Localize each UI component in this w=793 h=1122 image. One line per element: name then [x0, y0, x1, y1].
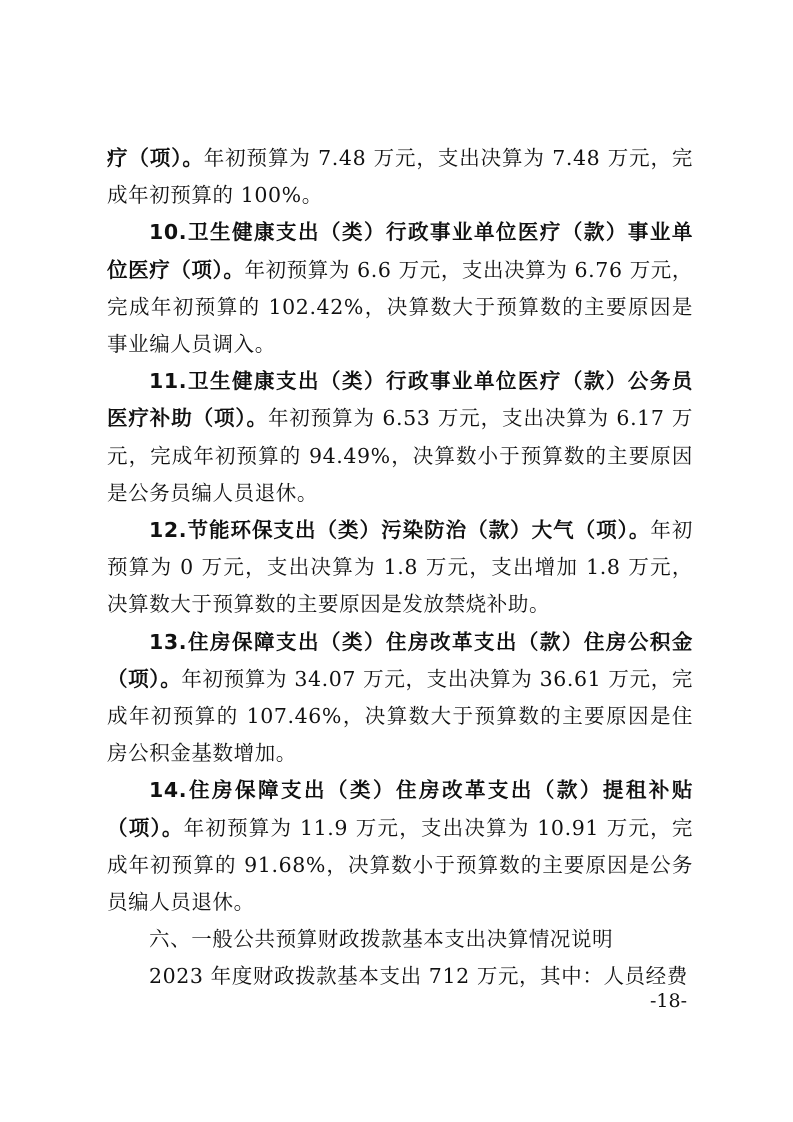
item-heading: 14.住房保障支出（类）住房改革支出（款）提租补贴（项）。 — [107, 778, 693, 840]
item-text: 年初预算为 0 万元，支出决算为 1.8 万元，支出增加 1.8 万元，决算数大于预算数的主要原因是发放禁烧补助。 — [107, 518, 693, 617]
paragraph-continuation — [107, 140, 693, 214]
paragraph-item-13 — [107, 624, 693, 773]
item-heading: 13.住房保障支出（类）住房改革支出（款）住房公积金（项）。 — [107, 629, 693, 691]
page-number: -18- — [650, 990, 688, 1012]
paragraph-item-12 — [107, 512, 693, 624]
body-text — [107, 140, 693, 996]
item-text: 年初预算为 6.53 万元，支出决算为 6.17 万元，完成年初预算的 94.49%，决算数小于预算数的主要原因是公务员编人员退休。 — [107, 406, 693, 505]
item-text: 年初预算为 6.6 万元，支出决算为 6.76 万元，完成年初预算的 102.42%，决算数大于预算数的主要原因是事业编人员调入。 — [107, 257, 694, 357]
item-heading: 10.卫生健康支出（类）行政事业单位医疗（款）事业单位医疗（项）。 — [107, 220, 693, 282]
paragraph-item-14 — [107, 772, 693, 921]
section-heading-6 — [107, 921, 693, 958]
paragraph-item-11 — [107, 363, 693, 512]
item-text: 2023 年度财政拨款基本支出 712 万元，其中：人员经费 — [149, 964, 688, 989]
item-text: 年初预算为 11.9 万元，支出决算为 10.91 万元，完成年初预算的 91.68%，决算数小于预算数的主要原因是公务员编人员退休。 — [107, 815, 693, 915]
item-text: 年初预算为 7.48 万元，支出决算为 7.48 万元，完成年初预算的 100%。 — [107, 146, 693, 208]
item-text: 年初预算为 34.07 万元，支出决算为 36.61 万元，完成年初预算的 107.46%，决算数大于预算数的主要原因是住房公积金基数增加。 — [107, 666, 693, 766]
item-heading: 12.节能环保支出（类）污染防治（款）大气（项）。 — [149, 518, 651, 543]
item-heading: 11.卫生健康支出（类）行政事业单位医疗（款）公务员医疗补助（项）。 — [107, 369, 693, 431]
paragraph-item-10 — [107, 214, 693, 363]
paragraph-basic-expenditure — [107, 958, 693, 995]
section-heading-text: 六、一般公共预算财政拨款基本支出决算情况说明 — [149, 927, 614, 952]
item-heading: 疗（项）。 — [107, 146, 204, 170]
